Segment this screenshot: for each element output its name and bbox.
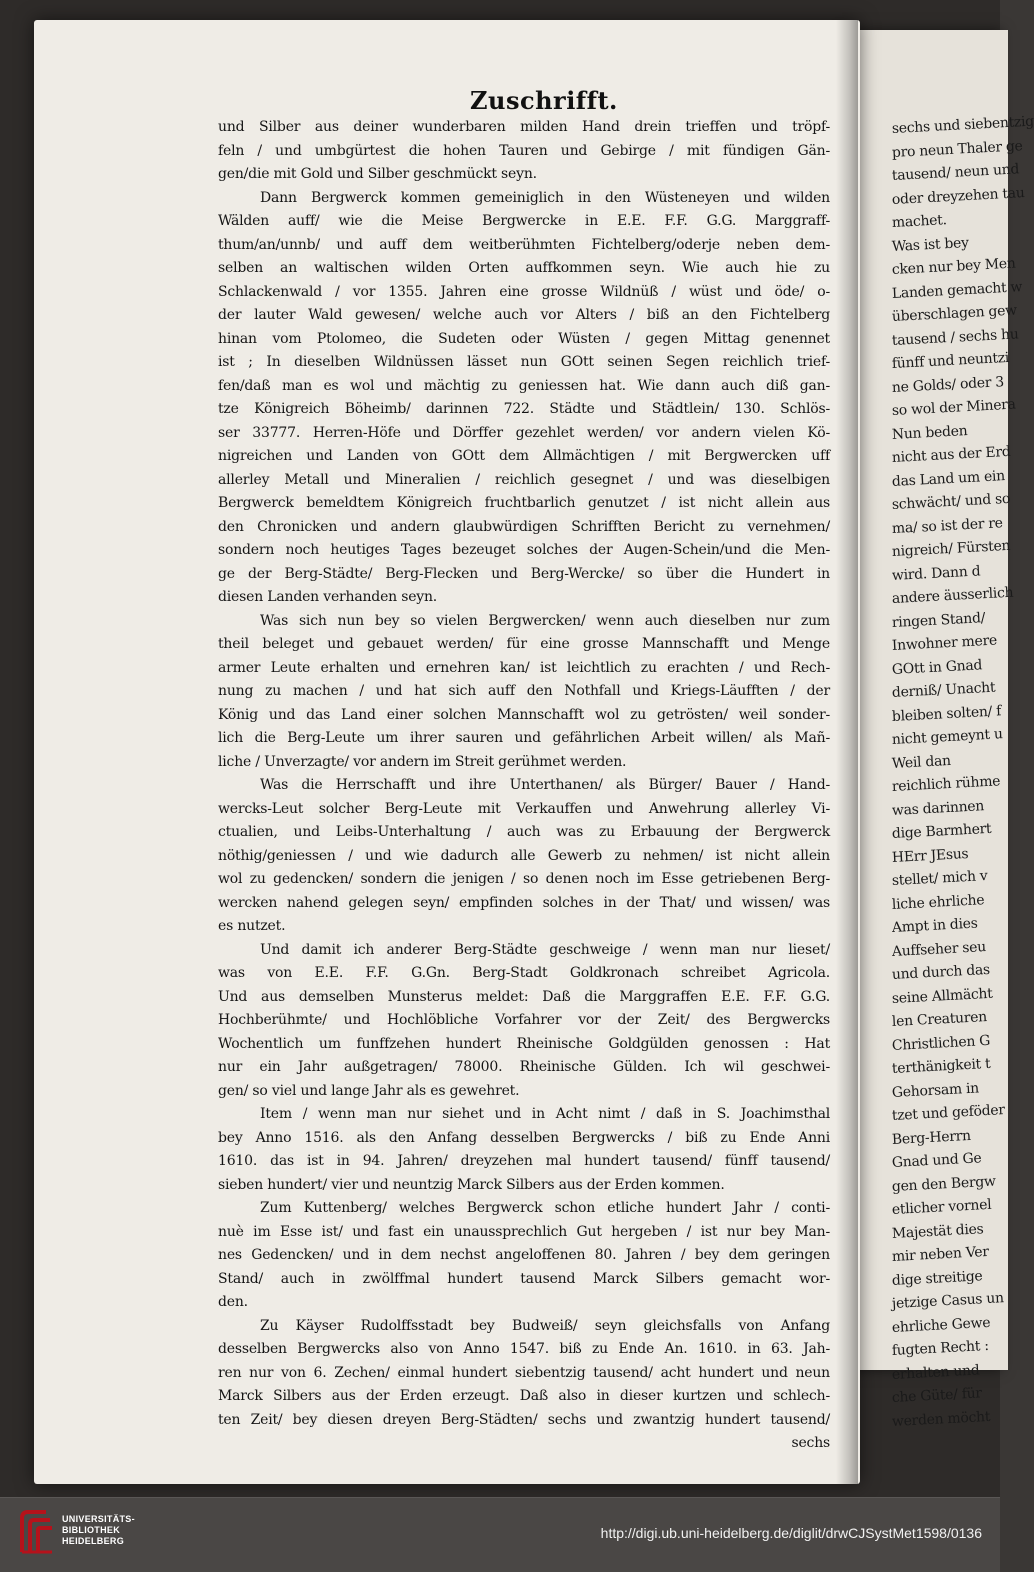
text-line: desselben Bergwercks also von Anno 1547. biß zu Ende An. 1610. in 63. Jah-	[218, 1341, 830, 1357]
facing-text-line: und durch das	[891, 961, 991, 983]
facing-text-line: derniß/ Unacht	[891, 679, 996, 701]
text-line: Hochberühmte/ und Hochlöbliche Vorfahrer vor der Zeit/ des Bergwercks	[218, 1012, 830, 1028]
library-name	[62, 1514, 182, 1547]
facing-text-line: sechs und siebentzig	[891, 113, 1034, 137]
facing-text-line: ma/ so ist der re	[891, 514, 1004, 537]
facing-text-line: machet.	[891, 212, 948, 231]
facing-text-line: was darinnen	[891, 797, 985, 819]
facing-text-line: len Creaturen	[891, 1009, 988, 1030]
facing-text-line: werden möcht	[891, 1408, 991, 1430]
facing-text-line: Weil dan	[891, 752, 952, 772]
facing-text-line: Gehorsam in	[891, 1079, 980, 1101]
library-name-line: UNIVERSITÄTS-	[62, 1514, 135, 1524]
text-line: feln / und umbgürtest die hohen Tauren und Gebirge / mit fündigen Gän-	[218, 142, 830, 159]
text-line: den.	[218, 1294, 248, 1310]
text-line: Was sich nun bey so vielen Bergwercken/ wenn auch dieselben nur zum	[260, 612, 830, 629]
text-line: Und damit ich anderer Berg-Städte geschweige / wenn man nur lieset/	[260, 941, 830, 958]
facing-text-line: bleiben solten/ f	[891, 702, 1002, 725]
text-line: Marck Silbers aus der Erden erzeugt. Daß also in dieser kurtzen und schlech-	[218, 1388, 830, 1404]
facing-text-line: Christlichen G	[891, 1032, 991, 1054]
facing-text-line: tzet und geföder	[891, 1102, 1006, 1124]
ub-heidelberg-logo-icon[interactable]	[16, 1508, 56, 1556]
text-line: bey Anno 1516. als den Anfang desselben Bergwercks / biß zu Ende Anni	[218, 1129, 830, 1146]
text-line: wercks-Leut solcher Berg-Leute mit Verkauffen und Anwehrung allerley Vi-	[218, 800, 830, 817]
text-line: armer Leute erhalten und ernehren kan/ ist leichtlich zu erachten / und Rech-	[218, 659, 830, 676]
facing-text-line: etlicher vornel	[891, 1196, 992, 1218]
facing-text-line: nicht gemeynt u	[891, 726, 1003, 748]
facing-text-line: ne Golds/ oder 3	[891, 373, 1005, 396]
text-line: selben an waltischen wilden Orten auffkommen seyn. Wie auch hie zu	[218, 260, 830, 276]
text-line: wol zu gedencken/ sondern die jenigen / so denen noch im Esse getriebenen Berg-	[218, 871, 830, 887]
facing-text-line: jetzige Casus un	[891, 1290, 1005, 1312]
text-line: ren nur von 6. Zechen/ einmal hundert siebentzig tausend/ acht hundert und neun	[218, 1364, 830, 1381]
facing-text-line: wird. Dann d	[891, 562, 981, 584]
facing-text-line: GOtt in Gnad	[891, 656, 983, 678]
facing-text-line: Berg-Herrn	[891, 1127, 972, 1148]
text-line: wercken nahend gelegen seyn/ empfinden solches in der That/ und wissen/ was	[218, 894, 830, 911]
text-line: sondern noch heutiges Tages bezeuget solches der Augen-Schein/und die Men-	[218, 542, 830, 558]
text-line: sechs	[791, 1435, 830, 1451]
facing-text-line: Nun beden	[891, 422, 968, 443]
text-line: gen/ so viel und lange Jahr als es gewehret.	[218, 1082, 520, 1099]
page-heading: Zuschrifft.	[470, 86, 618, 115]
facing-text-line: dige Barmhert	[891, 820, 992, 842]
document-url[interactable]: http://digi.ub.uni-heidelberg.de/diglit/drwCJSystMet1598/0136	[600, 1525, 982, 1541]
facing-text-line: seine Allmächt	[891, 985, 993, 1007]
facing-text-line: pro neun Thaler ge	[891, 137, 1023, 161]
facing-text-line: tausend / sechs hu	[891, 325, 1019, 349]
facing-text-line: cken nur bey Men	[891, 255, 1016, 278]
text-line: ser 33777. Herren-Höfe und Dörffer gezehlet werden/ vor andern vielen Kö-	[218, 424, 830, 441]
facing-text-line: stellet/ mich v	[891, 868, 988, 889]
facing-text-line: überschlagen gew	[891, 302, 1018, 325]
text-line: der lauter Wald gewesen/ welche auch vor Alters / biß an den Fichtelberg	[218, 307, 830, 323]
library-name-line: BIBLIOTHEK	[62, 1525, 120, 1535]
text-line: gen/die mit Gold und Silber geschmückt seyn.	[218, 166, 537, 182]
text-line: ten Zeit/ bey diesen dreyen Berg-Städten/ sechs und zwantzig hundert tausend/	[218, 1411, 830, 1428]
text-line: es nutzet.	[218, 918, 286, 934]
text-line: Zu Käyser Rudolffsstadt bey Budweiß/ seyn gleichsfalls von Anfang	[260, 1317, 830, 1334]
text-line: Bergwerck bemeldtem Königreich fruchtbarlich genutzet / ist nicht allein aus	[218, 495, 830, 511]
text-line: Was die Herrschafft und ihre Unterthanen/ als Bürger/ Bauer / Hand-	[260, 777, 830, 793]
facing-text-line: ringen Stand/	[891, 609, 986, 631]
facing-text-line: fugten Recht :	[891, 1337, 990, 1359]
text-line: nur ein Jahr außgetragen/ 78000. Rheinische Gülden. Ich wil geschwei-	[218, 1059, 830, 1075]
facing-text-line: Was ist bey	[891, 234, 970, 255]
text-line: tze Königreich Böheimb/ darinnen 722. Städte und Städtlein/ 130. Schlös-	[218, 401, 830, 417]
text-line: allerley Metall und Mineralien / reichlich gesegnet / und was dieselbigen	[218, 471, 830, 488]
facing-text-line: Inwohner mere	[891, 632, 998, 654]
text-line: Wälden auff/ wie die Meise Bergwercke in E.E. F.F. G.G. Marggraff-	[218, 213, 830, 229]
book-gutter-shadow	[836, 20, 858, 1484]
text-line: diesen Landen verhanden seyn.	[218, 589, 438, 605]
facing-text-line: fünff und neuntzi	[891, 349, 1010, 372]
facing-text-line: gen den Bergw	[891, 1173, 996, 1195]
text-line: nöthig/geniessen / und wie dadurch alle Gewerb zu nehmen/ ist nicht allein	[218, 847, 830, 864]
facing-text-line: liche ehrliche	[891, 891, 985, 913]
text-line: Zum Kuttenberg/ welches Bergwerck schon etliche hundert Jahr / conti-	[260, 1200, 830, 1216]
facing-text-line: Ampt in dies	[891, 915, 978, 936]
facing-text-line: andere äusserlich	[891, 584, 1014, 607]
text-line: thum/an/unnb/ und auff dem weitberühmten Fichtelberg/oderje neben dem-	[218, 236, 830, 253]
text-line: ist ; In dieselben Wildnüssen lässet nun GOtt seinen Segen reichlich trief-	[218, 354, 830, 370]
text-line: nuè im Esse ist/ und fast ein unaussprechlich Gut hergeben / ist nur bey Man-	[218, 1223, 830, 1240]
text-line: Schlackenwald / vor 1355. Jahren eine grosse Wildnüß / wüst und öde/ o-	[218, 283, 830, 300]
facing-text-line: so wol der Minera	[891, 396, 1017, 419]
facing-text-line: terthänigkeit t	[891, 1055, 991, 1077]
facing-text-line: che Güte/ für	[891, 1385, 983, 1406]
facing-text-line: reichlich rühme	[891, 773, 1001, 795]
text-line: hinan vom Ptolomeo, die Sudeten oder Wüsten / gegen Mittag genennet	[218, 330, 830, 347]
text-line: sieben hundert/ vier und neuntzig Marck Silbers aus der Erden kommen.	[218, 1176, 725, 1193]
text-line: ctualien, und Leibs-Unterhaltung / auch was zu Erbauung der Bergwerck	[218, 824, 830, 840]
facing-text-line: Majestät dies	[891, 1220, 984, 1242]
facing-text-line: tausend/ neun und	[891, 161, 1020, 184]
facing-page-text	[891, 113, 1034, 1434]
text-line: und Silber aus deiner wunderbaren milden Hand drein trieffen und tröpf-	[218, 119, 830, 135]
text-line: lich die Berg-Leute um ihrer sauren und gefährlichen Arbeit willen/ als Mañ-	[218, 730, 830, 746]
facing-text-line: oder dreyzehen tau	[891, 184, 1025, 208]
text-line: theil beleget und gebauet werden/ für eine grosse Mannschafft und Menge	[218, 636, 830, 652]
facing-text-line: Gnad und Ge	[891, 1150, 982, 1171]
text-line: was von E.E. F.F. G.Gn. Berg-Stadt Goldkronach schreibet Agricola.	[218, 965, 830, 981]
text-line: Und aus demselben Munsterus meldet: Daß die Marggraffen E.E. F.F. G.G.	[218, 988, 830, 1005]
facing-text-line: HErr JEsus	[891, 845, 969, 866]
facing-text-line: nigreich/ Fürsten	[891, 537, 1011, 560]
text-line: Dann Bergwerck kommen gemeiniglich in den Wüsteneyen und wilden	[260, 189, 830, 206]
facing-text-line: mir neben Ver	[891, 1243, 990, 1265]
facing-text-line: ehrliche Gewe	[891, 1314, 991, 1336]
facing-text-line: nicht aus der Erd	[891, 443, 1011, 466]
text-line: den Chronicken und andern glaubwürdigen Schrifften Bericht zu vernehmen/	[218, 518, 830, 535]
text-line: König und das Land einer solchen Mannschafft wol zu getrösten/ weil sonder-	[218, 706, 830, 723]
facing-text-line: dige streitige	[891, 1267, 983, 1289]
text-line: Stand/ auch in zwölffmal hundert tausend Marck Silbers gemacht wor-	[218, 1270, 830, 1287]
text-line: nigreichen und Landen von GOtt dem Allmächtigen / mit Bergwercken uff	[218, 448, 830, 464]
facing-text-line: schwächt/ und so	[891, 490, 1011, 513]
library-name-line: HEIDELBERG	[62, 1536, 125, 1546]
facing-text-line: das Land um ein	[891, 467, 1006, 490]
facing-text-line: erhalten und	[891, 1361, 980, 1383]
facing-text-line: Landen gemacht w	[891, 278, 1023, 302]
text-line: Item / wenn man nur siehet und in Acht nimt / daß in S. Joachimsthal	[260, 1106, 830, 1122]
facing-text-line: Auffseher seu	[891, 938, 987, 960]
text-line: Wochentlich um funffzehen hundert Rheinische Goldgülden genossen : Hat	[218, 1035, 830, 1052]
text-line: fen/daß man es wol und mächtig zu geniessen hat. Wie dann auch diß gan-	[218, 377, 830, 394]
text-line: liche / Unverzagte/ vor andern im Streit gerühmet werden.	[218, 753, 627, 770]
text-line: ge der Berg-Städte/ Berg-Flecken und Berg-Wercke/ so über die Hundert in	[218, 565, 830, 582]
text-line: 1610. das ist in 94. Jahren/ dreyzehen mal hundert tausend/ fünff tausend/	[218, 1153, 830, 1169]
text-line: nung zu machen / und hat sich auff den Nothfall und Kriegs-Läufften / der	[218, 683, 830, 699]
page-text	[218, 116, 830, 1451]
text-line: nes Gedencken/ und in dem nechst angeloffenen 80. Jahren / bey dem geringen	[218, 1247, 830, 1263]
